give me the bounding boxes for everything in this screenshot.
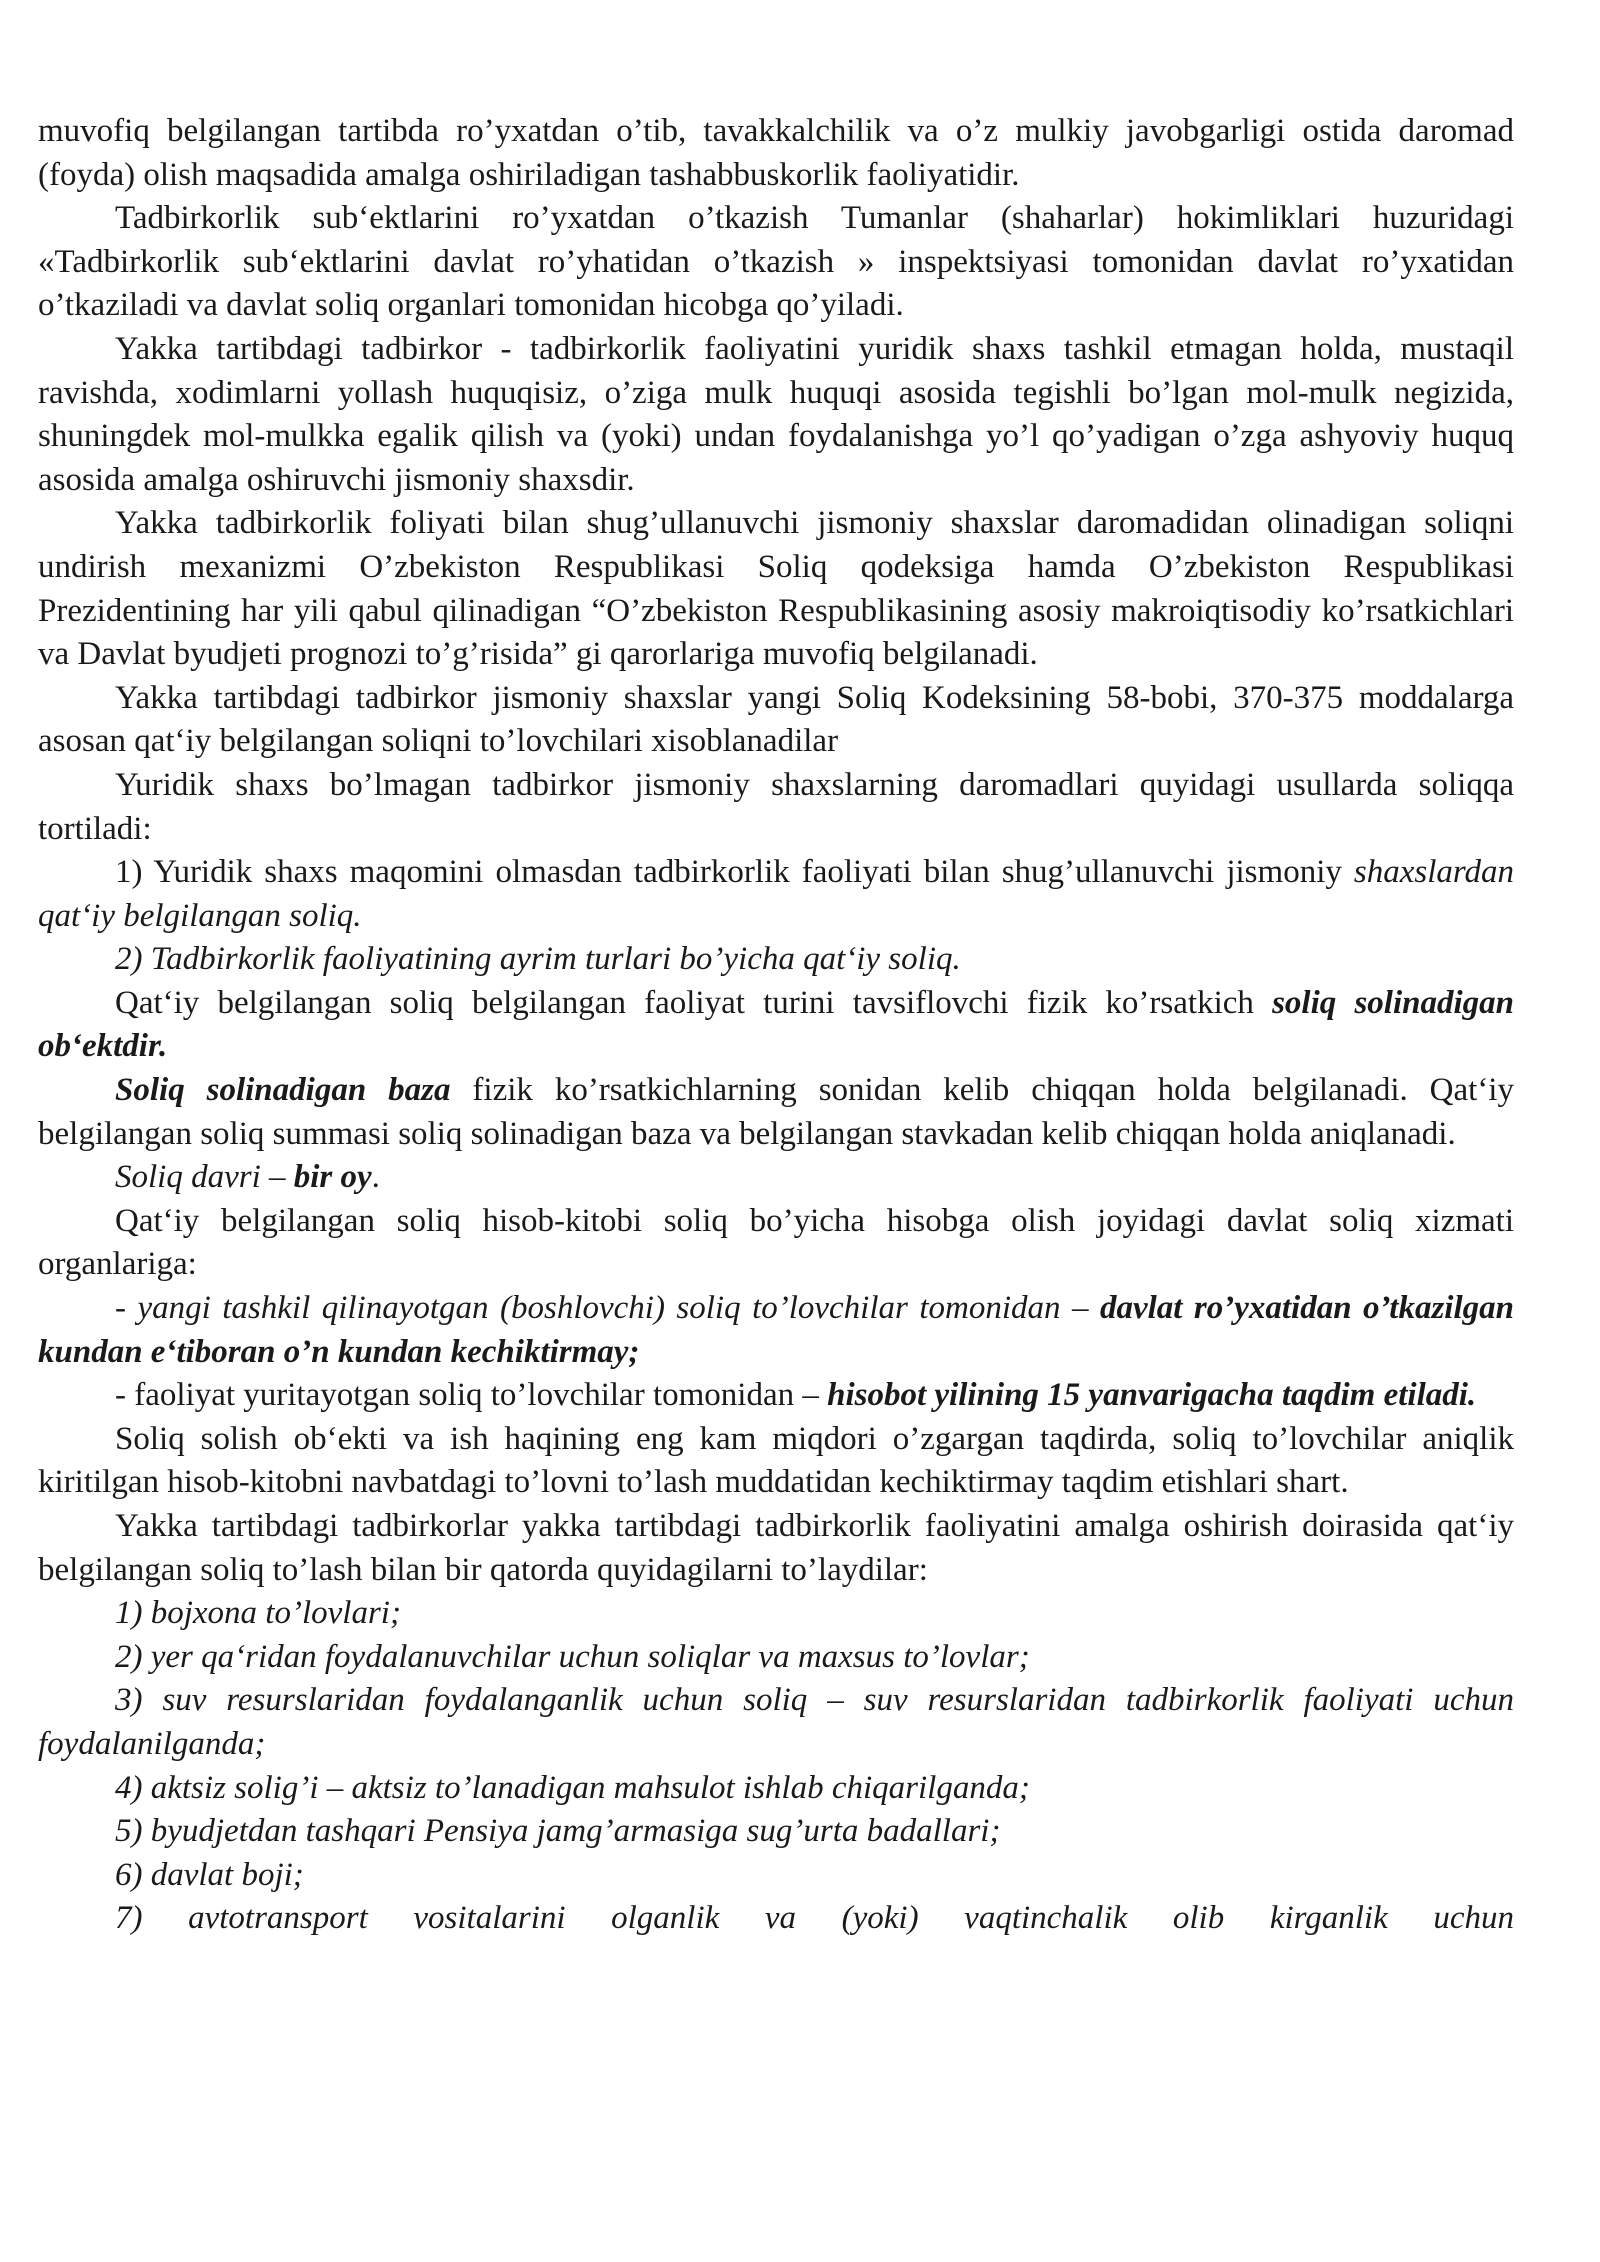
text-run: fizik ko’rsatkichlarning sonidan kelib chiqqan holda belgilanadi. Qat‘iy belgilangan soliq summasi soliq solinadigan baza va belgilangan stavkadan kelib chiqqan holda aniqlanadi. xyxy=(38,1072,1514,1152)
bold-italic-text: soliq solinadigan ob‘ektdir. xyxy=(38,984,1514,1065)
list-item: 7) avtotransport vositalarini olganlik va (yoki) vaqtinchalik olib kirganlik uchun xyxy=(115,1900,1514,1937)
bold-italic-text: bir oy xyxy=(293,1159,372,1196)
paragraph: Soliq solish ob‘ekti va ish haqining eng kam miqdori o’zgargan taqdirda, soliq to’lovchilar aniqlik kiritilgan hisob-kitobni navbatdagi to’lovni to’lash muddatidan kechiktirmay taqdim etishlari shart. xyxy=(38,1420,1514,1501)
document-page xyxy=(38,110,1514,1941)
list-item: 4) aktsiz solig’i – aktsiz to’lanadigan mahsulot ishlab chiqarilganda; xyxy=(115,1769,1030,1806)
bold-italic-text: Soliq solinadigan baza xyxy=(115,1072,451,1109)
bold-italic-text: hisobot yilining 15 yanvarigacha taqdim etiladi. xyxy=(827,1377,1477,1414)
paragraph-method-2: 2) Tadbirkorlik faoliyatining ayrim turlari bo’yicha qat‘iy soliq. xyxy=(115,941,961,978)
text-run: Qat‘iy belgilangan soliq belgilangan faoliyat turini tavsiflovchi fizik ko’rsatkich xyxy=(115,984,1273,1021)
italic-text: Soliq davri – xyxy=(115,1159,294,1196)
list-item: 5) byudjetdan tashqari Pensiya jamg’armasiga sug’urta badallari; xyxy=(115,1813,1001,1850)
bold-italic-text: davlat ro’yxatidan o’tkazilgan kundan e‘tiboran o’n kundan kechiktirmay; xyxy=(38,1290,1514,1370)
paragraph-tax-period xyxy=(38,1156,1514,1200)
paragraph-method-1 xyxy=(38,851,1514,938)
paragraph: Yuridik shaxs bo’lmagan tadbirkor jismoniy shaxslarning daromadlari quyidagi usullarda soliqqa tortiladi: xyxy=(38,766,1514,847)
paragraph xyxy=(38,982,1514,1069)
text-run: . xyxy=(371,1159,380,1196)
italic-text: - yangi tashkil qilinayotgan (boshlovchi) soliq to’lovchilar tomonidan – xyxy=(115,1290,1100,1327)
paragraph: Qat‘iy belgilangan soliq hisob-kitobi soliq bo’yicha hisobga olish joyidagi davlat soliq xizmati organlariga: xyxy=(38,1202,1514,1283)
paragraph-dash-item xyxy=(38,1287,1514,1374)
paragraph xyxy=(38,1069,1514,1156)
paragraph: Yakka tartibdagi tadbirkor - tadbirkorlik faoliyatini yuridik shaxs tashkil etmagan holda, mustaqil ravishda, xodimlarni yollash huquqisiz, o’ziga mulk huquqi asosida tegishli bo’lgan mol-mulk negizida, shuningdek mol-mulkka egalik qilish va (yoki) undan foydalanishga yo’l qo’yadigan o’zga ashyoviy huquq asosida amalga oshiruvchi jismoniy shaxsdir. xyxy=(38,330,1514,498)
list-item: 2) yer qa‘ridan foydalanuvchilar uchun soliqlar va maxsus to’lovlar; xyxy=(115,1638,1030,1675)
paragraph-dash-item xyxy=(38,1374,1514,1418)
paragraph: muvofiq belgilangan tartibda ro’yxatdan o’tib, tavakkalchilik va o’z mulkiy javobgarligi ostida daromad (foyda) olish maqsadida amalga oshiriladigan tashabbuskorlik faoliyatidir. xyxy=(38,113,1514,193)
list-item: 1) bojxona to’lovlari; xyxy=(115,1595,401,1632)
list-item: 3) suv resurslaridan foydalanganlik uchun soliq – suv resurslaridan tadbirkorlik faoliyati uchun foydalanilganda; xyxy=(38,1682,1514,1762)
text-run: 1) Yuridik shaxs maqomini olmasdan tadbirkorlik faoliyati bilan shug’ullanuvchi jismoniy xyxy=(115,854,1354,891)
paragraph: Tadbirkorlik sub‘ektlarini ro’yxatdan o’tkazish Tumanlar (shaharlar) hokimliklari huzuridagi «Tadbirkorlik sub‘ektlarini davlat ro’yhatidan o’tkazish » inspektsiyasi tomonidan davlat ro’yxatidan o’tkaziladi va davlat soliq organlari tomonidan hicobga qo’yiladi. xyxy=(38,200,1514,324)
paragraph: Yakka tadbirkorlik foliyati bilan shug’ullanuvchi jismoniy shaxslar daromadidan olinadigan soliqni undirish mexanizmi O’zbekiston Respublikasi Soliq qodeksiga hamda O’zbekiston Respublikasi Prezidentining har yili qabul qilinadigan “O’zbekiston Respublikasining asosiy makroiqtisodiy ko’rsatkichlari va Davlat byudjeti prognozi to’g’risida” gi qarorlariga muvofiq belgilanadi. xyxy=(38,505,1514,673)
paragraph: Yakka tartibdagi tadbirkor jismoniy shaxslar yangi Soliq Kodeksining 58-bobi, 370-375 moddalarga asosan qat‘iy belgilangan soliqni to’lovchilari xisoblanadilar xyxy=(38,679,1514,760)
list-item: 6) davlat boji; xyxy=(115,1856,304,1893)
paragraph: Yakka tartibdagi tadbirkorlar yakka tartibdagi tadbirkorlik faoliyatini amalga oshirish doirasida qat‘iy belgilangan soliq to’lash bilan bir qatorda quyidagilarni to’laydilar: xyxy=(38,1508,1514,1588)
text-run: - faoliyat yuritayotgan soliq to’lovchilar tomonidan – xyxy=(115,1377,828,1414)
italic-text: shaxslardan qat‘iy belgilangan soliq. xyxy=(38,854,1514,934)
